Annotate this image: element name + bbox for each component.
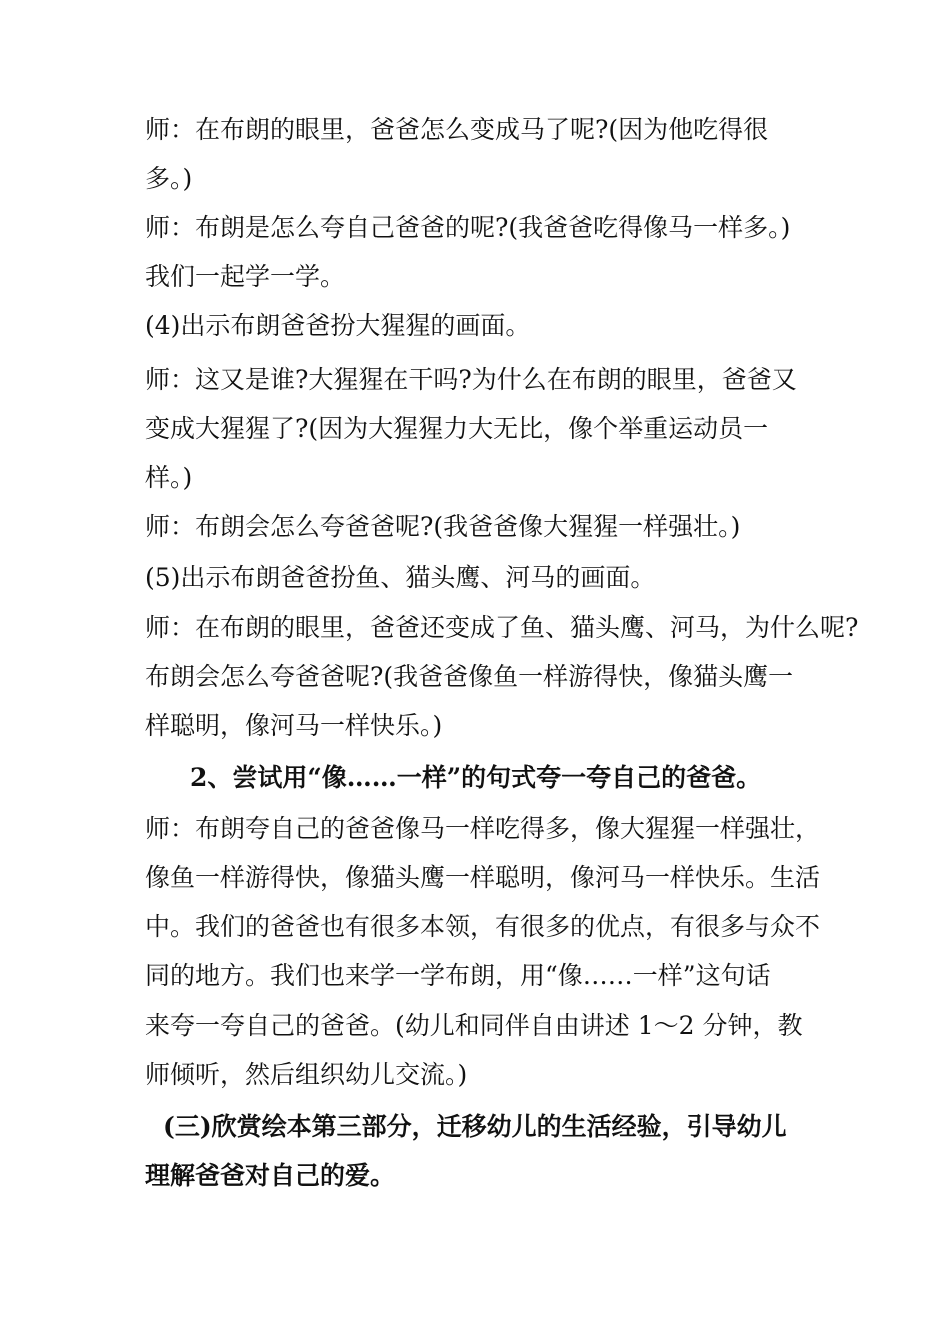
paragraph-line: 师：在布朗的眼里，爸爸怎么变成马了呢?(因为他吃得很 bbox=[145, 115, 769, 144]
paragraph-line: 来夸一夸自己的爸爸。(幼儿和同伴自由讲述 1～2 分钟，教 bbox=[145, 1011, 803, 1040]
paragraph-line: 变成大猩猩了?(因为大猩猩力大无比，像个举重运动员一 bbox=[145, 414, 769, 443]
paragraph-line: 师：布朗会怎么夸爸爸呢?(我爸爸像大猩猩一样强壮。) bbox=[145, 512, 741, 541]
paragraph-line: 多。) bbox=[145, 164, 193, 193]
paragraph-line: 师：在布朗的眼里，爸爸还变成了鱼、猫头鹰、河马，为什么呢? bbox=[145, 613, 859, 642]
paragraph-line: 样聪明，像河马一样快乐。) bbox=[145, 711, 443, 740]
paragraph-line: 像鱼一样游得快，像猫头鹰一样聪明，像河马一样快乐。生活 bbox=[145, 863, 821, 892]
section-heading: (三)欣赏绘本第三部分，迁移幼儿的生活经验，引导幼儿 bbox=[163, 1112, 787, 1141]
paragraph-line: 我们一起学一学。 bbox=[145, 262, 346, 291]
paragraph-line: 师：这又是谁?大猩猩在干吗?为什么在布朗的眼里，爸爸又 bbox=[145, 365, 797, 394]
paragraph-line: (5)出示布朗爸爸扮鱼、猫头鹰、河马的画面。 bbox=[145, 563, 656, 592]
paragraph-line: 样。) bbox=[145, 463, 193, 492]
paragraph-line: 师：布朗夸自己的爸爸像马一样吃得多，像大猩猩一样强壮， bbox=[145, 814, 821, 843]
paragraph-line: 中。我们的爸爸也有很多本领，有很多的优点，有很多与众不 bbox=[145, 912, 821, 941]
paragraph-line: 同的地方。我们也来学一学布朗，用“像……一样”这句话 bbox=[145, 961, 771, 990]
paragraph-line: 师倾听，然后组织幼儿交流。) bbox=[145, 1060, 468, 1089]
paragraph-line: (4)出示布朗爸爸扮大猩猩的画面。 bbox=[145, 311, 531, 340]
paragraph-line: 布朗会怎么夸爸爸呢?(我爸爸像鱼一样游得快，像猫头鹰一 bbox=[145, 662, 794, 691]
subheading: 2、尝试用“像……一样”的句式夸一夸自己的爸爸。 bbox=[190, 763, 762, 792]
section-heading-continuation: 理解爸爸对自己的爱。 bbox=[145, 1161, 396, 1190]
paragraph-line: 师：布朗是怎么夸自己爸爸的呢?(我爸爸吃得像马一样多。) bbox=[145, 213, 791, 242]
